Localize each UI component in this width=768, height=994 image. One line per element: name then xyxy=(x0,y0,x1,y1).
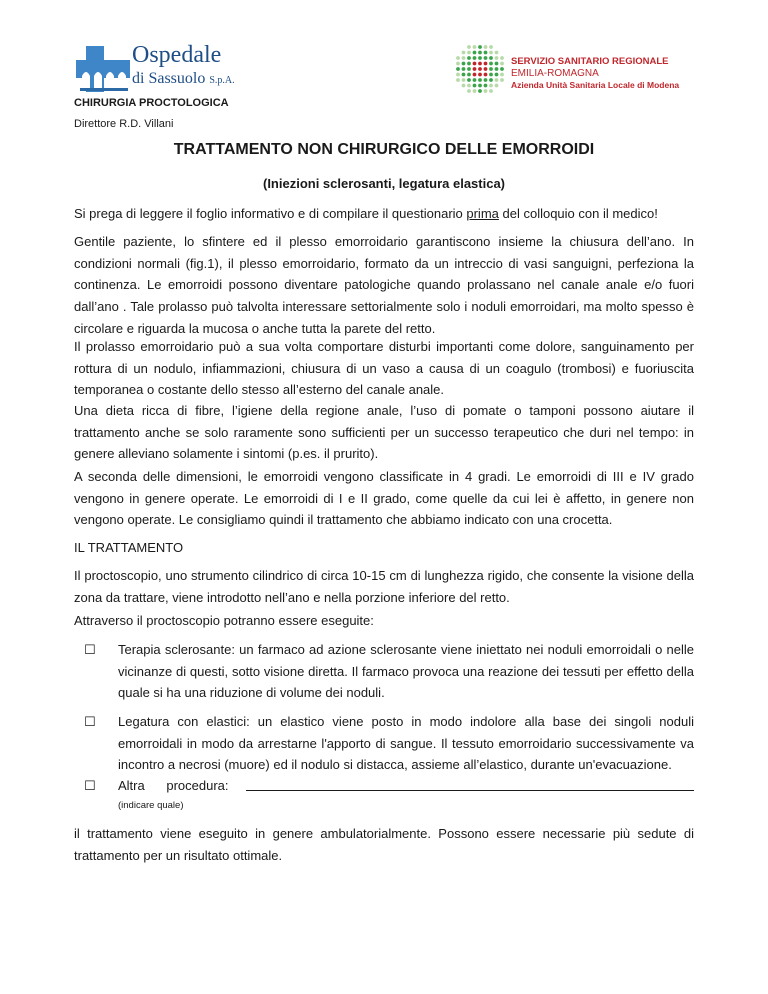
document-title: TRATTAMENTO NON CHIRURGICO DELLE EMORROIDI xyxy=(173,141,595,158)
ssr-emilia-romagna-logo xyxy=(455,44,705,94)
logo-line-1: SERVIZIO SANITARIO REGIONALE xyxy=(511,56,669,67)
closing-paragraph: il trattamento viene eseguito in genere ambulatorialmente. Possono essere necessarie più sedute di trattamento per un risultato ottimale. xyxy=(74,826,694,863)
option-checkbox[interactable]: ☐ xyxy=(84,642,96,657)
paragraph-conservative-care: Una dieta ricca di fibre, l’igiene della regione anale, l’uso di pomate o tamponi possono aiutare il trattamento anche se solo raramente sono sufficienti per un successo terapeutico che duri nel tempo: in genere alleviano solamente i sintomi (p.es. il prurito). xyxy=(74,403,694,462)
emphasis-prima: prima xyxy=(466,206,499,221)
logo-name-line2: di Sassuolo S.p.A. xyxy=(132,70,235,87)
paragraph-symptoms: Il prolasso emorroidario può a sua volta comportare disturbi importanti come dolore, sanguinamento per rottura di un nodulo, infiammazioni, chiusura di un vaso a causa di un coagulo (trombosi) e fuoriuscita temporanea o costante dello stesso all’esterno del canale anale. xyxy=(74,339,694,398)
document-subtitle: (Iniezioni sclerosanti, legatura elastica) xyxy=(262,176,506,191)
option-text: Terapia sclerosante: un farmaco ad azione sclerosante viene iniettato nei noduli emorroidali o nelle vicinanze di questi, sotto visione diretta. Il farmaco provoca una reazione dei tessuti per effetto della quale si ha una riduzione di volume dei noduli. xyxy=(118,642,694,701)
paragraph-proctoscope: Il proctoscopio, uno strumento cilindrico di circa 10-15 cm di lunghezza rigido, che consente la visione della zona da trattare, viene introdotto nell’ano e nella porzione inferiore del retto. xyxy=(74,568,694,605)
option-checkbox[interactable]: ☐ xyxy=(84,778,96,793)
option-text: Legatura con elastici: un elastico viene posto in modo indolore alla base dei singoli noduli emorroidali in modo da arrestarne l'apporto di sangue. Il tessuto emorroidario successivamente va incontro a necrosi (muore) ed il nodulo si distacca, assieme all’elastico, durante un'evacuazione. xyxy=(118,714,694,773)
logo-suffix: S.p.A. xyxy=(209,75,235,86)
logo-line-3: Azienda Unità Sanitaria Locale di Modena xyxy=(511,80,680,90)
department-name: CHIRURGIA PROCTOLOGICA xyxy=(74,97,229,109)
option-label: Altra procedura: xyxy=(118,778,229,793)
paragraph-anatomy: Gentile paziente, lo sfintere ed il plesso emorroidario garantiscono insieme la chiusura dell’ano. In condizioni normali (fig.1), il plesso emorroidario, formato da un intreccio di vasi sanguigni, perfeziona la continenza. Le emorroidi possono diventare patologiche quando prolassano nel canale anale e/o fuori dall’ano . Tale prolasso può talvolta interessare settorialmente solo i noduli emorroidari, ma molto spesso è circolare e riguarda la mucosa o anche tutta la parete del retto. xyxy=(74,234,694,336)
ospedale-sassuolo-logo xyxy=(76,44,266,94)
dotted-grid-logo-icon xyxy=(455,44,505,94)
logo-line-2: EMILIA-ROMAGNA xyxy=(511,68,599,79)
hospital-building-icon xyxy=(76,46,130,92)
option-hint: (indicare quale) xyxy=(118,800,184,811)
paragraph-grading: A seconda delle dimensioni, le emorroidi vengono classificate in 4 gradi. Le emorroidi di III e IV grado vengono in genere operate. Le emorroidi di I e II grado, come quelle da cui lei è affetto, in genere non vengono operate. Le consigliamo quindi il trattamento che abbiamo indicato con una crocetta. xyxy=(74,469,694,528)
director-name: Direttore R.D. Villani xyxy=(74,118,174,130)
logo-name-line1: Ospedale xyxy=(132,42,222,68)
option-checkbox[interactable]: ☐ xyxy=(84,714,96,729)
other-procedure-blank-line[interactable] xyxy=(246,790,694,791)
options-intro: Attraverso il proctoscopio potranno essere eseguite: xyxy=(74,613,374,628)
section-heading: IL TRATTAMENTO xyxy=(74,540,184,555)
intro-instruction: Si prega di leggere il foglio informativo e di compilare il questionario prima del colloquio con il medico! xyxy=(74,206,658,221)
option-other-procedure xyxy=(74,775,694,815)
